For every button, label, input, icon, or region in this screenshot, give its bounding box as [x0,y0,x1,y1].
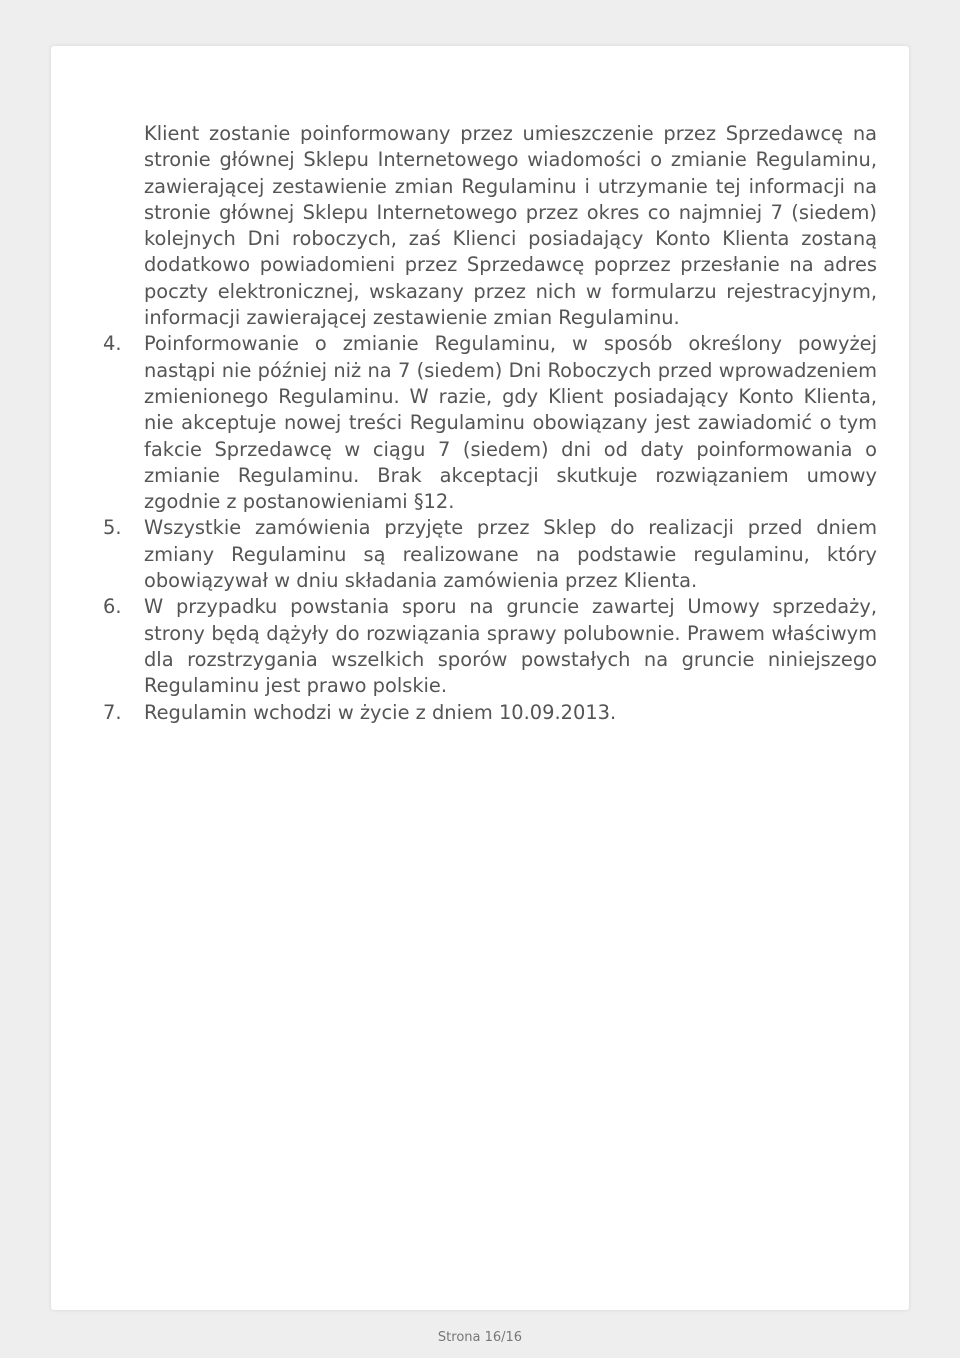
document-page [51,46,909,1310]
list-item [103,594,877,699]
intro-paragraph: Klient zostanie poinformowany przez umieszczenie przez Sprzedawcę na stronie głównej Sklepu Internetowego wiadomości o zmianie Regulaminu, zawierającej zestawienie zmian Regulaminu i utrzymanie tej informacji na stronie głównej Sklepu Internetowego przez okres co najmniej 7 (siedem) kolejnych Dni roboczych, zaś Klienci posiadający Konto Klienta zostaną dodatkowo powiadomieni przez Sprzedawcę poprzez przesłanie na adres poczty elektronicznej, wskazany przez nich w formularzu rejestracyjnym, informacji zawierającej zestawienie zmian Regulaminu. [144,122,877,330]
list-item-number: 4. [103,332,122,356]
list-item [103,515,877,594]
document-body [103,121,877,726]
list-item [103,331,877,515]
list-item-text: Wszystkie zamówienia przyjęte przez Sklep do realizacji przed dniem zmiany Regulaminu są realizowane na podstawie regulaminu, który obowiązywał w dniu składania zamówienia przez Klienta. [144,516,877,593]
list-item-text: Poinformowanie o zmianie Regulaminu, w sposób określony powyżej nastąpi nie później niż na 7 (siedem) Dni Roboczych przed wprowadzeniem zmienionego Regulaminu. W razie, gdy Klient posiadający Konto Klienta, nie akceptuje nowej treści Regulaminu obowiązany jest zawiadomić o tym fakcie Sprzedawcę w ciągu 7 (siedem) dni od daty poinformowania o zmianie Regulaminu. Brak akceptacji skutkuje rozwiązaniem umowy zgodnie z postanowieniami §12. [144,332,877,514]
list-item-number: 6. [103,595,122,619]
list-item-text: W przypadku powstania sporu na gruncie zawartej Umowy sprzedaży, strony będą dążyły do rozwiązania sprawy polubownie. Prawem właściwym dla rozstrzygania wszelkich sporów powstałych na gruncie niniejszego Regulaminu jest prawo polskie. [144,595,877,698]
list-item [103,700,877,726]
list-item-number: 5. [103,516,122,540]
list-item-number: 7. [103,700,122,724]
list-item-text: Regulamin wchodzi w życie z dniem 10.09.2013. [144,700,617,724]
page-number-footer: Strona 16/16 [437,1330,523,1345]
